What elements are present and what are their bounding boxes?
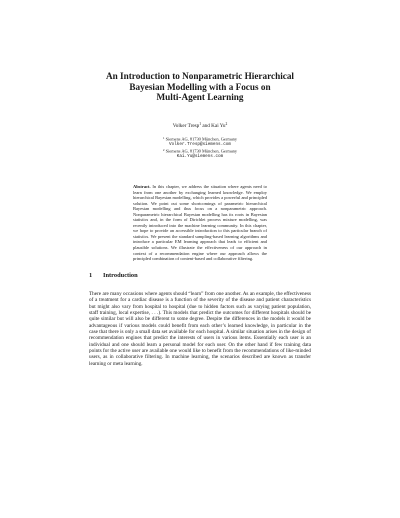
paper-title — [60, 71, 340, 103]
author-affiliation-mark: 2 — [225, 122, 228, 126]
title-line-1: An Introduction to Nonparametric Hierarchical — [106, 71, 294, 81]
affiliation-mark: 2 — [162, 148, 165, 153]
body-paragraph: There are many occasions where agents should “learn” from one another. As an example, the effectiveness of a treatment for a cardiac disease is a function of the severity of the disease and patient characteristics but might also vary from hospital to hospital (due to hidden factors such as varying patient population, staff training, local expertise, . . .). This models that predict the outcomes for different hospitals should be quite similar but will also be different to some degree. Despite the differences in the models it would be advantageous if various models could benefit from each other’s learned knowledge, in particular in the case that there is only a small data set available for each hospital. A similar situation arises in the design of recommendation engines that predict the interests of users in various items. Essentially each user is an individual and one should learn a personal model for each user. On the other hand if few training data points for the active user are available one would like to benefit from the recommendations of like-minded users, as in collaborative filtering. In machine learning, the scenarios described are known as transfer learning or meta learning. — [89, 291, 311, 367]
author-conjunction: and — [202, 122, 210, 129]
section-number: 1 — [89, 272, 93, 279]
abstract-label: Abstract. — [133, 184, 151, 189]
author-affiliation-mark: 1 — [199, 122, 202, 126]
affiliation-email: Volker.Tresp@siemens.com — [169, 142, 231, 148]
author-name: Kai Yu — [211, 122, 226, 129]
title-line-3: Multi-Agent Learning — [156, 92, 244, 102]
affiliation-org: Siemens AG, 81730 München, Germany — [165, 136, 238, 142]
section-title: Introduction — [103, 272, 138, 279]
affiliation-email: Kai.Yu@siemens.com — [176, 154, 224, 160]
author-list — [60, 121, 340, 130]
title-line-2: Bayesian Modelling with a Focus on — [129, 81, 271, 92]
section-heading — [89, 272, 311, 280]
affiliation-list — [60, 136, 340, 160]
affiliation-mark: 1 — [162, 136, 165, 140]
abstract-text: In this chapter, we address the situation where agents need to learn from one another by exchanging learned knowledge. We employ hierarchical Bayesian modelling, which provides a powerful and principled solution. We point out some shortcomings of parametric hierarchical Bayesian modelling and thus focus on a nonparametric approach. Nonparametric hierarchical Bayesian modelling has its roots in Bayesian statistics and, in the form of Dirichlet process mixture modelling, was recently introduced into the machine learning community. In this chapter, we hope to provide an accessible introduction to this particular branch of statistics. We present the standard sampling-based learning algorithms and introduce a particular EM learning approach that leads to efficient and plausible solutions. We illustrate the effectiveness of our approach in context of a recommendation engine where our approach allows the principled combination of content-based and collaborative filtering. — [133, 184, 267, 262]
author-name: Volker Tresp — [172, 122, 200, 129]
abstract — [133, 184, 267, 262]
affiliation-org: Siemens AG, 81730 München, Germany — [165, 148, 238, 154]
